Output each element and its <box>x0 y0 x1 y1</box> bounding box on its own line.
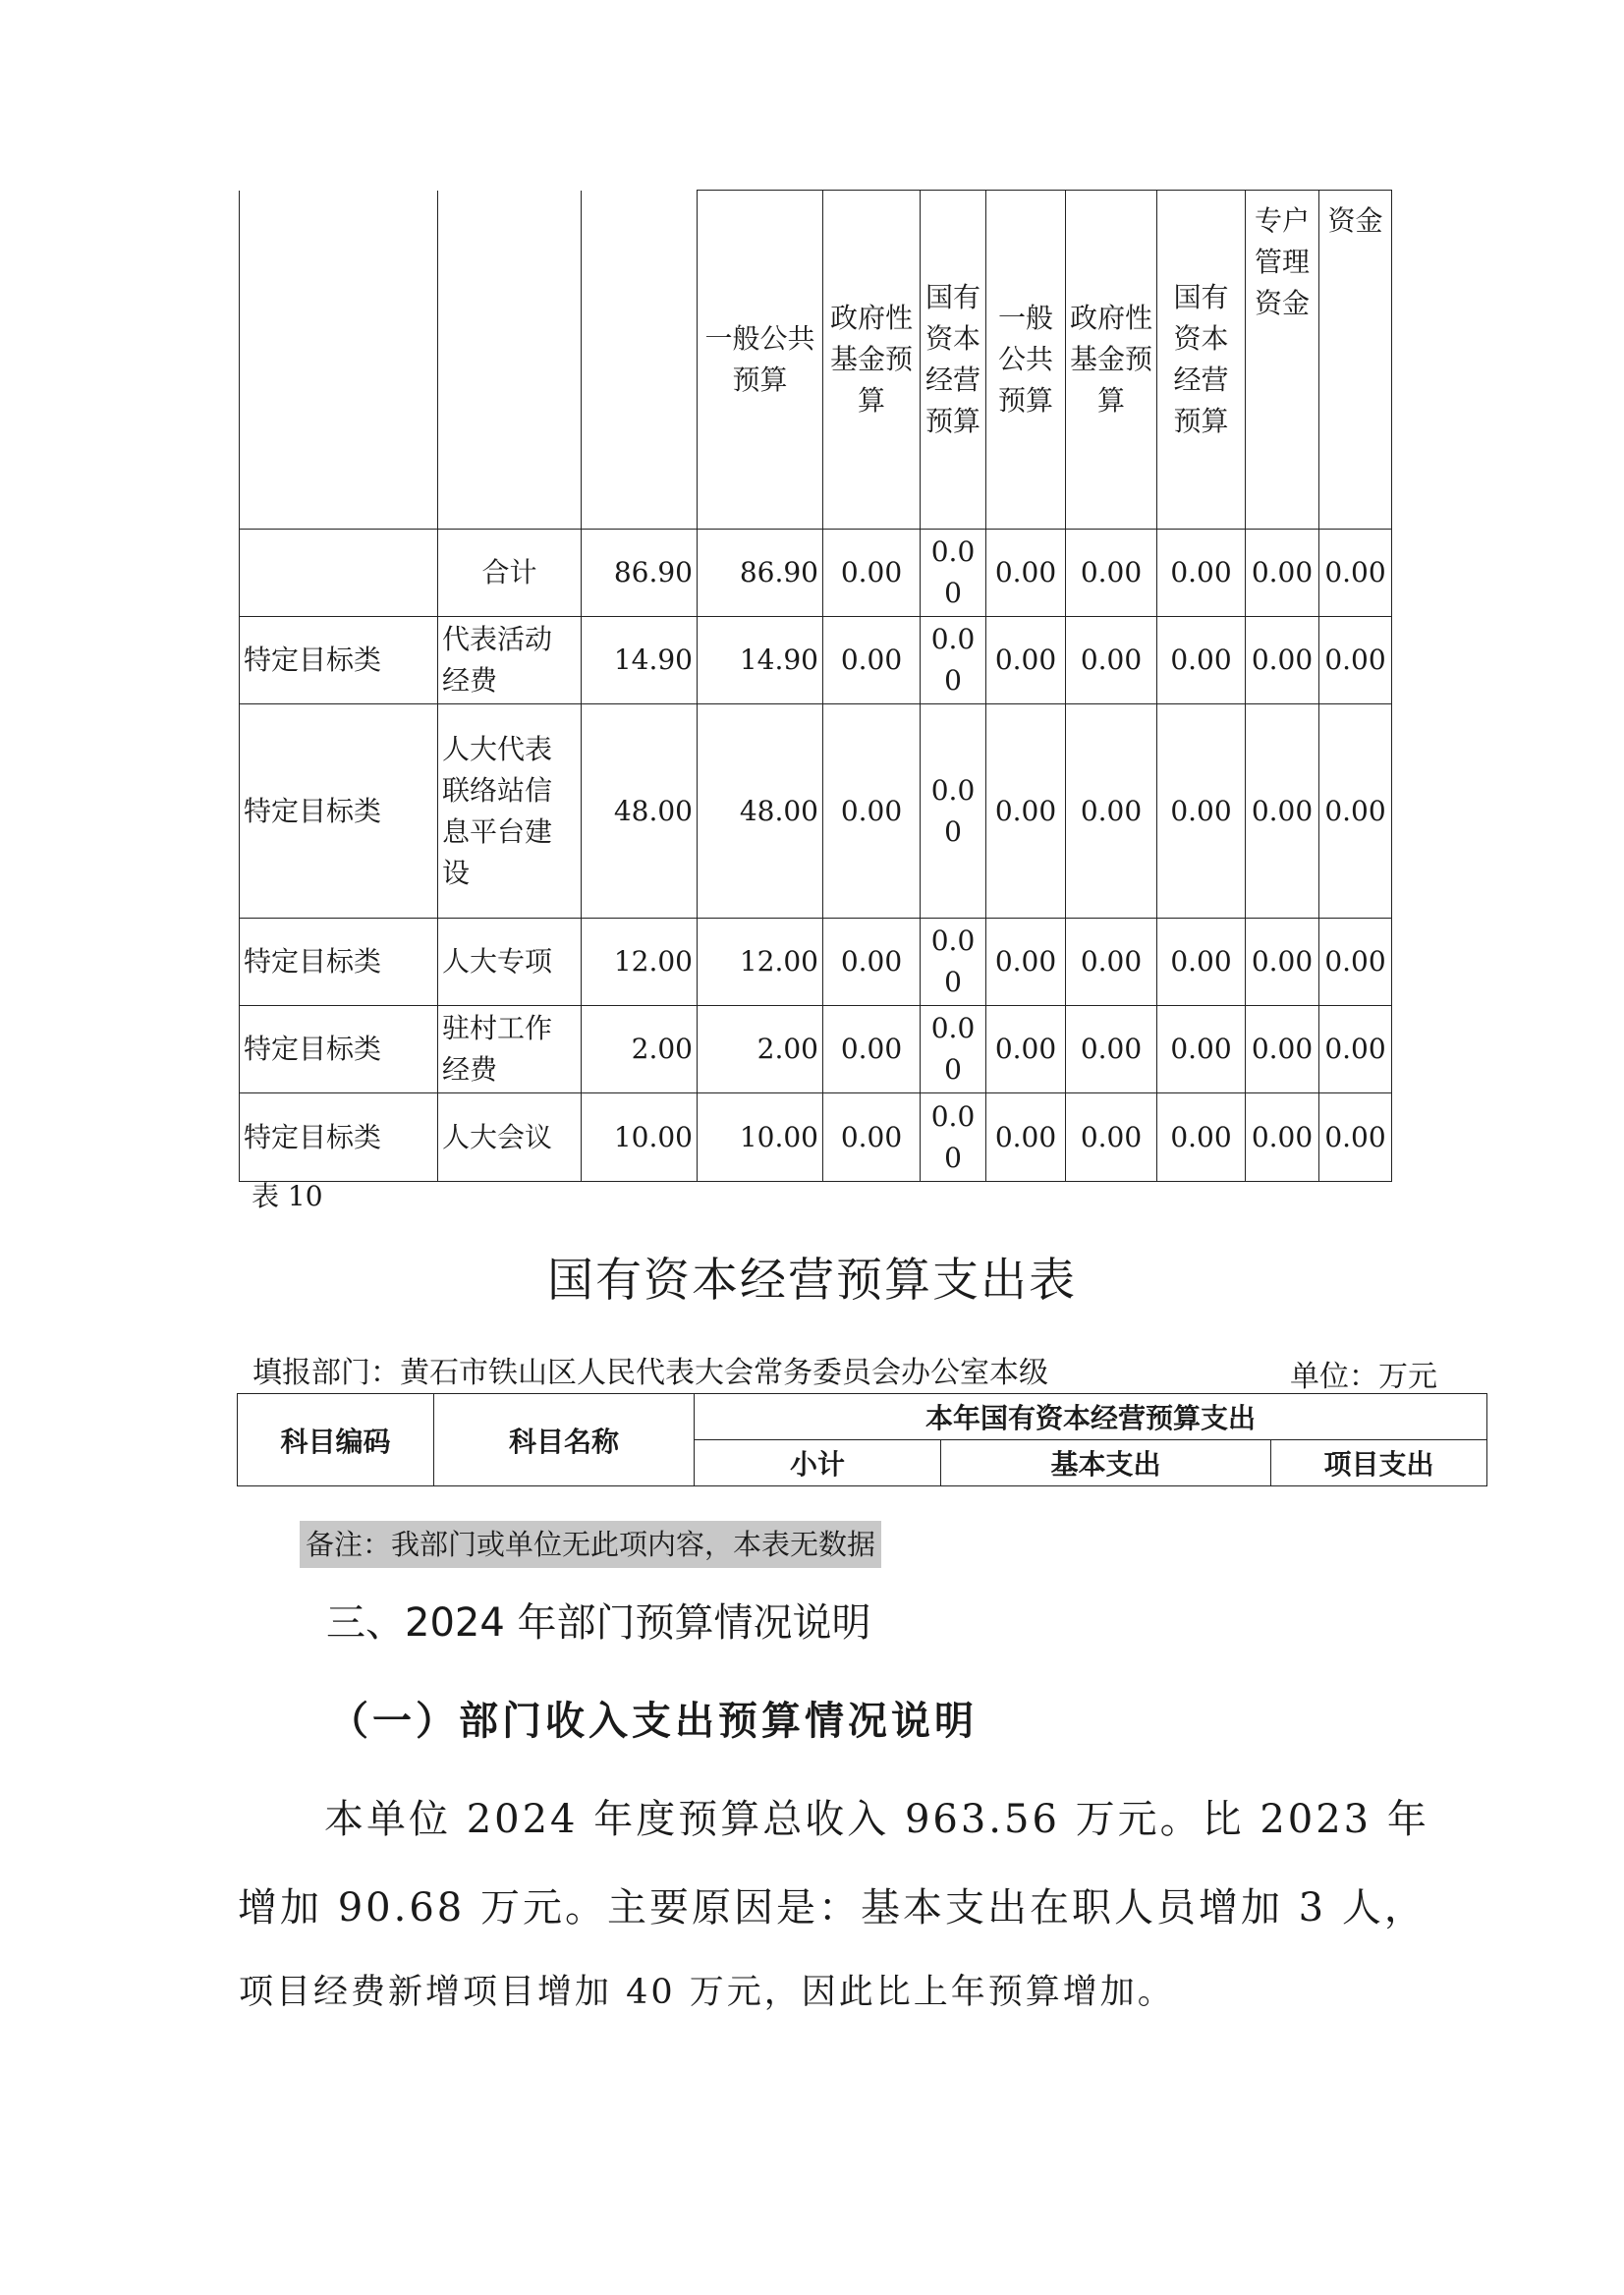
header-project-expenditure: 项目支出 <box>1271 1440 1487 1486</box>
value-cell: 0.00 <box>986 1093 1066 1182</box>
value-cell: 86.90 <box>582 530 698 617</box>
table-row <box>240 1006 1392 1093</box>
value-cell: 0.00 <box>1066 530 1157 617</box>
value-cell: 0.00 <box>986 704 1066 919</box>
value-cell: 0.00 <box>921 617 986 704</box>
value-cell: 48.00 <box>698 704 823 919</box>
table-row <box>240 1093 1392 1182</box>
category-cell: 特定目标类 <box>240 617 438 704</box>
header-blank <box>240 191 438 530</box>
paragraph-line: 增加 90.68 万元。主要原因是：基本支出在职人员增加 3 人， <box>238 1885 1427 1931</box>
category-cell: 特定目标类 <box>240 1006 438 1093</box>
value-cell: 0.00 <box>1066 1093 1157 1182</box>
value-cell: 0.00 <box>1319 530 1392 617</box>
table-note: 备注：我部门或单位无此项内容，本表无数据 <box>300 1521 881 1568</box>
table-row <box>240 704 1392 919</box>
value-cell: 48.00 <box>582 704 698 919</box>
value-cell: 0.00 <box>1319 1006 1392 1093</box>
value-cell: 14.90 <box>582 617 698 704</box>
value-cell: 10.00 <box>698 1093 823 1182</box>
table-row <box>240 919 1392 1006</box>
value-cell: 0.00 <box>1066 704 1157 919</box>
header-cell: 国有资本经营预算 <box>921 191 986 530</box>
item-name-cell: 人大会议 <box>438 1093 582 1182</box>
value-cell: 0.00 <box>1319 704 1392 919</box>
header-blank <box>438 191 582 530</box>
item-name-cell: 驻村工作经费 <box>438 1006 582 1093</box>
value-cell: 0.00 <box>1157 704 1246 919</box>
value-cell: 0.00 <box>986 530 1066 617</box>
header-cell: 资金 <box>1319 191 1392 530</box>
header-subject-name: 科目名称 <box>434 1394 695 1486</box>
header-subtotal: 小计 <box>695 1440 941 1486</box>
value-cell: 0.00 <box>921 704 986 919</box>
header-cell: 国有资本经营预算 <box>1157 191 1246 530</box>
item-name-cell: 合计 <box>438 530 582 617</box>
header-cell: 一般公共预算 <box>986 191 1066 530</box>
section-heading: 三、2024 年部门预算情况说明 <box>326 1600 871 1646</box>
value-cell: 0.00 <box>1066 617 1157 704</box>
paragraph-line: 项目经费新增项目增加 40 万元，因此比上年预算增加。 <box>239 1973 1175 2012</box>
value-cell: 0.00 <box>1157 919 1246 1006</box>
value-cell: 12.00 <box>582 919 698 1006</box>
reporting-department: 填报部门：黄石市铁山区人民代表大会常务委员会办公室本级 <box>252 1356 1048 1390</box>
value-cell: 0.00 <box>1066 1006 1157 1093</box>
page-title: 国有资本经营预算支出表 <box>547 1254 1077 1308</box>
value-cell: 0.00 <box>823 617 921 704</box>
value-cell: 12.00 <box>698 919 823 1006</box>
value-cell: 0.00 <box>1246 1093 1319 1182</box>
table-header-row <box>240 191 1392 530</box>
value-cell: 0.00 <box>921 530 986 617</box>
header-cell: 政府性基金预算 <box>823 191 921 530</box>
value-cell: 0.00 <box>1246 617 1319 704</box>
value-cell: 0.00 <box>986 617 1066 704</box>
table-number: 表 10 <box>252 1180 323 1212</box>
project-expenditure-table <box>239 190 1392 1182</box>
header-blank <box>582 191 698 530</box>
value-cell: 0.00 <box>1246 919 1319 1006</box>
value-cell: 0.00 <box>1319 919 1392 1006</box>
value-cell: 86.90 <box>698 530 823 617</box>
unit-label: 单位：万元 <box>1290 1360 1437 1394</box>
category-cell: 特定目标类 <box>240 704 438 919</box>
paragraph-line: 本单位 2024 年度预算总收入 963.56 万元。比 2023 年 <box>324 1797 1429 1842</box>
value-cell: 0.00 <box>1157 1006 1246 1093</box>
header-cell: 政府性基金预算 <box>1066 191 1157 530</box>
value-cell: 0.00 <box>921 1093 986 1182</box>
value-cell: 0.00 <box>823 919 921 1006</box>
header-cell: 一般公共预算 <box>698 191 823 530</box>
value-cell: 0.00 <box>823 1006 921 1093</box>
item-name-cell: 人大代表联络站信息平台建设 <box>438 704 582 919</box>
value-cell: 0.00 <box>986 919 1066 1006</box>
value-cell: 0.00 <box>1157 1093 1246 1182</box>
item-name-cell: 人大专项 <box>438 919 582 1006</box>
value-cell: 0.00 <box>986 1006 1066 1093</box>
value-cell: 0.00 <box>1066 919 1157 1006</box>
category-cell: 特定目标类 <box>240 919 438 1006</box>
value-cell: 0.00 <box>1157 617 1246 704</box>
value-cell: 10.00 <box>582 1093 698 1182</box>
value-cell: 0.00 <box>823 704 921 919</box>
value-cell: 0.00 <box>1319 1093 1392 1182</box>
value-cell: 2.00 <box>698 1006 823 1093</box>
value-cell: 0.00 <box>823 1093 921 1182</box>
table-row <box>240 617 1392 704</box>
value-cell: 0.00 <box>921 919 986 1006</box>
header-basic-expenditure: 基本支出 <box>941 1440 1271 1486</box>
table-header-row <box>238 1394 1487 1440</box>
header-subject-code: 科目编码 <box>238 1394 434 1486</box>
value-cell: 0.00 <box>1246 530 1319 617</box>
value-cell: 0.00 <box>1319 617 1392 704</box>
subsection-heading: （一）部门收入支出预算情况说明 <box>329 1698 978 1744</box>
state-capital-budget-table <box>237 1393 1487 1486</box>
value-cell: 2.00 <box>582 1006 698 1093</box>
header-expenditure-group: 本年国有资本经营预算支出 <box>695 1394 1487 1440</box>
value-cell: 0.00 <box>1157 530 1246 617</box>
value-cell: 0.00 <box>823 530 921 617</box>
category-cell: 特定目标类 <box>240 1093 438 1182</box>
value-cell: 0.00 <box>921 1006 986 1093</box>
item-name-cell: 代表活动经费 <box>438 617 582 704</box>
header-cell: 专户管理资金 <box>1246 191 1319 530</box>
value-cell: 0.00 <box>1246 704 1319 919</box>
table-row <box>240 530 1392 617</box>
value-cell: 14.90 <box>698 617 823 704</box>
value-cell: 0.00 <box>1246 1006 1319 1093</box>
category-cell <box>240 530 438 617</box>
